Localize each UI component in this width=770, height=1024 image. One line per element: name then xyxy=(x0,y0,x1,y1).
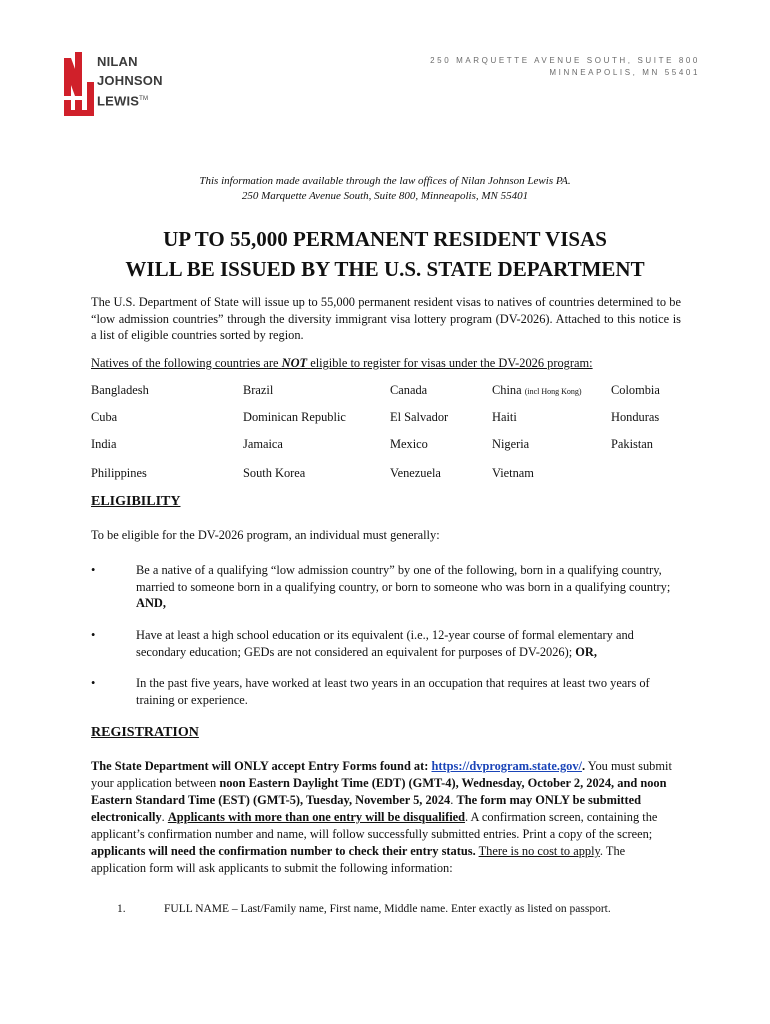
reg-sep: . xyxy=(161,810,168,824)
reg-confirmation-text: . A confirmation screen, containing the applicant’s confirmation number and name, will follow successfully submitted entries. Print a copy of the screen; xyxy=(91,810,658,841)
country-cell: Mexico xyxy=(390,437,428,451)
intro-paragraph: The U.S. Department of State will issue up to 55,000 permanent resident visas to natives of countries determined to be “low admission countries” through the diversity immigrant visa lottery program (DV-2026). Attached to this notice is a list of eligible countries sorted by region. xyxy=(91,295,681,342)
reg-dates: noon Eastern Daylight Time (EDT) (GMT-4), Wednesday, October 2, 2024, and noon Eastern Standard Time (EST) (GMT-5), Tuesday, November 5, 2024 xyxy=(91,776,667,807)
bullet-icon: • xyxy=(91,676,96,690)
country-cell-china xyxy=(492,383,582,398)
document-title xyxy=(0,224,770,284)
reg-submit-text: You must submit your application between xyxy=(91,759,672,790)
list-number: 1. xyxy=(117,903,126,915)
firm-address xyxy=(430,55,700,79)
country-cell: Philippines xyxy=(91,466,147,480)
bullet-conjunction: AND, xyxy=(136,596,166,610)
eligibility-heading: ELIGIBILITY xyxy=(91,494,181,509)
address-line-1: 250 MARQUETTE AVENUE SOUTH, SUITE 800 xyxy=(430,56,700,65)
njl-monogram-icon xyxy=(64,52,94,116)
bullet-text xyxy=(136,562,681,612)
reg-electronic: The form may ONLY be submitted electronically xyxy=(91,793,642,824)
bullet-icon: • xyxy=(91,563,96,577)
country-cell: Colombia xyxy=(611,383,660,397)
country-name: China xyxy=(492,383,522,397)
country-cell: Cuba xyxy=(91,410,118,424)
address-line-2: MINNEAPOLIS, MN 55401 xyxy=(549,68,700,77)
not-emphasis: NOT xyxy=(281,356,308,370)
intro-line-1: This information made available through the law offices of Nilan Johnson Lewis PA. xyxy=(199,175,571,187)
reg-sep: . xyxy=(450,793,457,807)
reg-period: . xyxy=(582,759,586,773)
reg-accept-text: The State Department will ONLY accept Entry Forms found at: xyxy=(91,759,432,773)
logo-line-lewis: LEWIS™ xyxy=(97,93,149,109)
country-cell: Venezuela xyxy=(390,466,441,480)
country-cell: South Korea xyxy=(243,466,306,480)
country-cell: Jamaica xyxy=(243,437,283,451)
bullet-icon: • xyxy=(91,628,96,642)
firm-logo xyxy=(64,52,174,118)
reg-no-cost: There is no cost to apply xyxy=(478,844,600,858)
country-cell: Brazil xyxy=(243,383,274,397)
bullet-body: Have at least a high school education or its equivalent (i.e., 12-year course of formal elementary and secondary education; GEDs are not considered an equivalent for purposes of DV-2026); xyxy=(136,628,634,659)
logo-line-nilan: NILAN xyxy=(97,54,138,69)
trademark-mark: TM xyxy=(139,96,149,102)
country-row xyxy=(91,410,691,437)
dv-program-link[interactable]: https://dvprogram.state.gov/ xyxy=(431,759,583,773)
reg-disqualified: Applicants with more than one entry will be disqualified xyxy=(167,810,466,824)
registration-paragraph xyxy=(91,758,681,877)
country-cell: India xyxy=(91,437,117,451)
reg-form-info: . The application form will ask applicants to submit the following information: xyxy=(91,844,626,875)
country-row xyxy=(91,437,691,466)
country-cell: Bangladesh xyxy=(91,383,149,397)
bullet-body: Be a native of a qualifying “low admission country” by one of the following, born in a qualifying country, married to someone born in a qualifying country, or born to someone who was born in a qualifying country; xyxy=(136,563,671,594)
not-eligible-text-end: eligible to register for visas under the DV-2026 program: xyxy=(307,356,593,370)
list-text: FULL NAME – Last/Family name, First name, Middle name. Enter exactly as listed on passport. xyxy=(164,903,611,915)
country-cell: Canada xyxy=(390,383,428,397)
bullet-text xyxy=(136,627,681,660)
country-cell: Haiti xyxy=(492,410,517,424)
logo-wordmark xyxy=(97,52,163,110)
title-line-2: WILL BE ISSUED BY THE U.S. STATE DEPARTMENT xyxy=(125,257,645,281)
country-cell: Nigeria xyxy=(492,437,530,451)
ineligible-countries-grid xyxy=(91,383,691,493)
reg-confirmation-number: applicants will need the confirmation number to check their entry status. xyxy=(91,844,476,858)
bullet-text: In the past five years, have worked at least two years in an occupation that requires at least two years of training or experience. xyxy=(136,676,650,707)
registration-heading: REGISTRATION xyxy=(91,725,199,740)
title-line-1: UP TO 55,000 PERMANENT RESIDENT VISAS xyxy=(163,227,607,251)
china-note: (incl Hong Kong) xyxy=(524,387,582,396)
eligibility-lead: To be eligible for the DV-2026 program, an individual must generally: xyxy=(91,528,440,542)
logo-line-johnson: JOHNSON xyxy=(97,73,163,88)
intro-line-2: 250 Marquette Avenue South, Suite 800, Minneapolis, MN 55401 xyxy=(241,190,529,202)
country-cell: El Salvador xyxy=(390,410,449,424)
intro-note xyxy=(0,174,770,204)
country-row xyxy=(91,383,691,410)
country-cell: Vietnam xyxy=(492,466,534,480)
country-cell: Honduras xyxy=(611,410,660,424)
not-eligible-statement xyxy=(91,356,593,371)
country-row xyxy=(91,466,691,493)
country-cell: Dominican Republic xyxy=(243,410,346,424)
country-cell: Pakistan xyxy=(611,437,653,451)
not-eligible-text-start: Natives of the following countries are xyxy=(91,356,282,370)
bullet-conjunction: OR, xyxy=(575,644,597,659)
